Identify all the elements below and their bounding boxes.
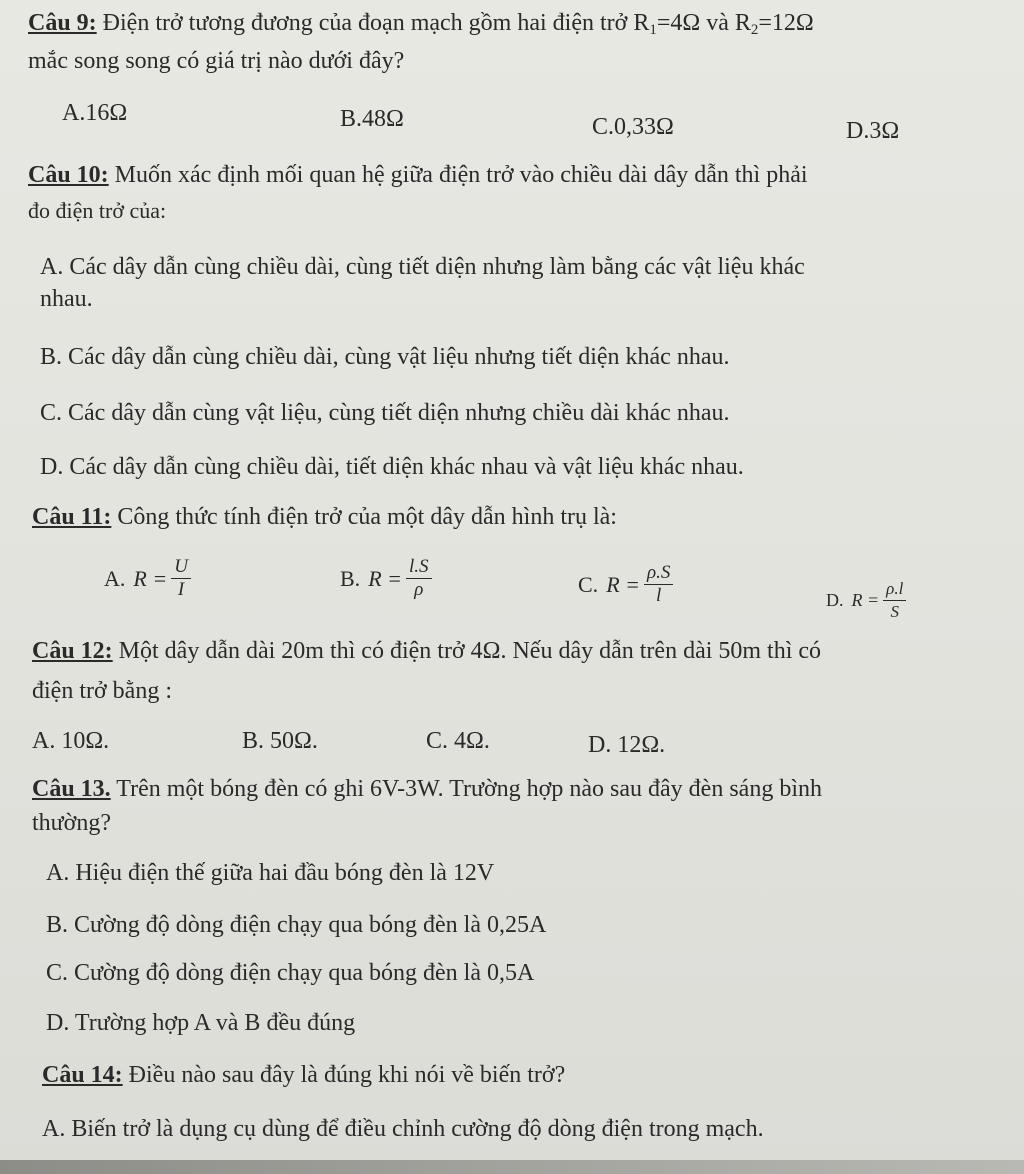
formula-c-numerator: ρ.S — [644, 562, 673, 585]
formula-c-label: C. — [578, 571, 599, 597]
question-10-heading: Câu 10: — [28, 162, 109, 188]
question-12-text: Một dây dẫn dài 20m thì có điện trở 4Ω. Nếu dây dẫn trên dài 50m thì có — [118, 638, 822, 664]
question-10-line-2: đo điện trở của: — [28, 198, 167, 223]
question-13-option-b: B. Cường độ dòng điện chạy qua bóng đèn là 0,25A — [46, 912, 547, 938]
formula-c-lhs: R = — [606, 571, 640, 597]
question-14-line — [42, 1060, 565, 1090]
question-9-line-1 — [28, 8, 814, 45]
question-11-option-a — [104, 556, 191, 601]
question-9-line-2: mắc song song có giá trị nào dưới đây? — [28, 48, 405, 74]
formula-c-fraction — [644, 562, 673, 607]
formula-b-lhs: R = — [368, 565, 402, 591]
formula-d-lhs: R = — [851, 590, 880, 610]
formula-d-label: D. — [826, 590, 844, 610]
formula-b-fraction — [406, 556, 432, 601]
question-11-text: Công thức tính điện trở của một dây dẫn hình trụ là: — [117, 504, 617, 530]
formula-a-lhs: R = — [133, 565, 168, 591]
question-13-text: Trên một bóng đèn có ghi 6V-3W. Trường hợp nào sau đây đèn sáng bình — [116, 776, 822, 802]
r1-subscript: 1 — [649, 22, 657, 38]
question-10-option-a-line-1: A. Các dây dẫn cùng chiều dài, cùng tiết diện nhưng làm bằng các vật liệu khác — [40, 254, 805, 280]
question-13-option-c: C. Cường độ dòng điện chạy qua bóng đèn là 0,5A — [46, 960, 535, 986]
page-bottom-edge — [0, 1160, 1024, 1174]
question-14-heading: Câu 14: — [42, 1062, 123, 1088]
question-9-option-c: C.0,33Ω — [592, 114, 674, 140]
question-14-text: Điều nào sau đây là đúng khi nói về biến trở? — [128, 1062, 566, 1088]
question-9-option-d: D.3Ω — [846, 118, 900, 144]
question-13-option-d: D. Trường hợp A và B đều đúng — [46, 1010, 356, 1036]
question-11-line — [32, 502, 617, 532]
question-11-option-d — [826, 578, 906, 623]
question-10-line-1 — [28, 160, 808, 190]
question-9-heading: Câu 9: — [28, 10, 97, 36]
question-14-option-a: A. Biến trở là dụng cụ dùng để điều chỉnh cường độ dòng điện trong mạch. — [42, 1116, 764, 1142]
r2-value: =12Ω — [758, 10, 814, 36]
question-10-option-d: D. Các dây dẫn cùng chiều dài, tiết diện khác nhau và vật liệu khác nhau. — [40, 454, 744, 480]
question-12-option-c: C. 4Ω. — [426, 728, 490, 754]
question-13-line-2: thường? — [32, 810, 112, 836]
question-10-option-a-line-2: nhau. — [40, 286, 93, 312]
question-13-option-a: A. Hiệu điện thế giữa hai đầu bóng đèn là 12V — [46, 860, 495, 886]
formula-d-denominator: S — [890, 602, 899, 621]
question-10-option-b: B. Các dây dẫn cùng chiều dài, cùng vật liệu nhưng tiết diện khác nhau. — [40, 344, 730, 370]
question-12-option-b: B. 50Ω. — [242, 728, 318, 754]
question-10-option-c: C. Các dây dẫn cùng vật liệu, cùng tiết diện nhưng chiều dài khác nhau. — [40, 400, 730, 426]
formula-d-fraction — [883, 578, 906, 623]
formula-a-fraction — [171, 556, 191, 601]
formula-a-denominator: I — [177, 579, 185, 600]
r2-subscript: 2 — [750, 22, 759, 38]
question-12-option-d: D. 12Ω. — [588, 732, 666, 758]
question-11-heading: Câu 11: — [32, 504, 112, 530]
question-9-option-b: B.48Ω — [340, 106, 404, 132]
formula-b-label: B. — [340, 565, 361, 591]
formula-c-denominator: l — [656, 585, 662, 606]
formula-a-numerator: U — [171, 556, 191, 579]
question-9-text: Điện trở tương đương của đoạn mạch gồm hai điện trở R — [102, 10, 650, 36]
question-12-line-1 — [32, 636, 821, 666]
formula-a-label: A. — [104, 565, 126, 591]
question-13-line-1 — [32, 774, 822, 804]
r1-value: =4Ω và R — [656, 10, 751, 36]
question-9-option-a: A.16Ω — [62, 100, 128, 126]
formula-d-numerator: ρ.l — [883, 578, 906, 601]
question-11-option-b — [340, 556, 432, 601]
question-12-option-a: A. 10Ω. — [32, 728, 110, 754]
formula-b-denominator: ρ — [414, 579, 424, 600]
question-11-option-c — [578, 562, 673, 607]
question-13-heading: Câu 13. — [32, 776, 111, 802]
question-10-text: Muốn xác định mối quan hệ giữa điện trở vào chiều dài dây dẫn thì phải — [114, 162, 808, 188]
question-12-line-2: điện trở bằng : — [32, 678, 172, 704]
question-12-heading: Câu 12: — [32, 638, 113, 664]
formula-b-numerator: l.S — [406, 556, 432, 579]
